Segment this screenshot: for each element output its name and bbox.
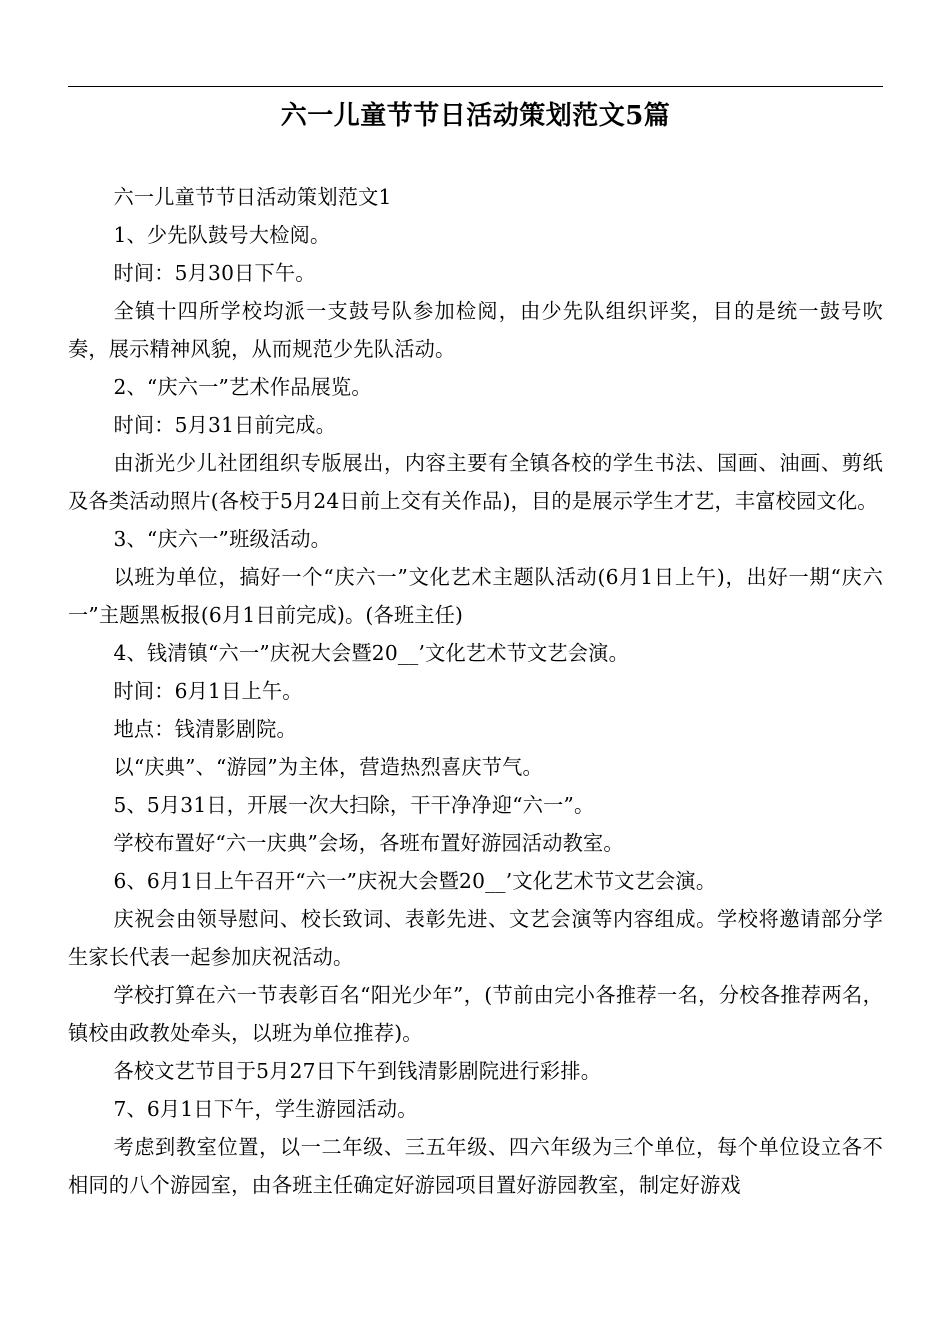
paragraph: 考虑到教室位置，以一二年级、三五年级、四六年级为三个单位，每个单位设立各不相同的八个游园室，由各班主任确定好游园项目置好游园教室，制定好游戏 bbox=[68, 1135, 883, 1197]
paragraph: 地点：钱清影剧院。 bbox=[113, 717, 297, 741]
paragraph: 3、“庆六一”班级活动。 bbox=[113, 527, 332, 551]
paragraph: 7、6月1日下午，学生游园活动。 bbox=[113, 1097, 418, 1121]
paragraph: 以“庆典”、“游园”为主体，营造热烈喜庆节气。 bbox=[113, 755, 543, 779]
paragraph: 6、6月1日上午召开“六一”庆祝大会暨20__’文化艺术节文艺会演。 bbox=[113, 869, 717, 893]
header-rule bbox=[68, 86, 883, 87]
paragraph: 时间：6月1日上午。 bbox=[113, 679, 303, 703]
paragraph: 由浙光少儿社团组织专版展出，内容主要有全镇各校的学生书法、国画、油画、剪纸及各类活动照片(各校于5月24日前上交有关作品)，目的是展示学生才艺，丰富校园文化。 bbox=[68, 451, 883, 513]
paragraph: 以班为单位，搞好一个“庆六一”文化艺术主题队活动(6月1日上午)，出好一期“庆六一”主题黑板报(6月1日前完成)。(各班主任) bbox=[68, 565, 883, 627]
paragraph: 时间：5月30日下午。 bbox=[113, 261, 316, 285]
paragraph: 4、钱清镇“六一”庆祝大会暨20__’文化艺术节文艺会演。 bbox=[113, 641, 629, 665]
paragraph: 各校文艺节目于5月27日下午到钱清影剧院进行彩排。 bbox=[113, 1059, 602, 1083]
paragraph: 学校布置好“六一庆典”会场，各班布置好游园活动教室。 bbox=[113, 831, 624, 855]
paragraph: 2、“庆六一”艺术作品展览。 bbox=[113, 375, 372, 399]
paragraph: 时间：5月31日前完成。 bbox=[113, 413, 337, 437]
document-body bbox=[68, 178, 883, 1204]
paragraph: 学校打算在六一节表彰百名“阳光少年”，(节前由完小各推荐一名，分校各推荐两名，镇校由政教处牵头，以班为单位推荐)。 bbox=[68, 983, 883, 1045]
paragraph: 全镇十四所学校均派一支鼓号队参加检阅，由少先队组织评奖，目的是统一鼓号吹奏，展示精神风貌，从而规范少先队活动。 bbox=[68, 299, 883, 361]
paragraph: 庆祝会由领导慰问、校长致词、表彰先进、文艺会演等内容组成。学校将邀请部分学生家长代表一起参加庆祝活动。 bbox=[68, 907, 883, 969]
document-title: 六一儿童节节日活动策划范文5篇 bbox=[280, 101, 671, 131]
paragraph: 5、5月31日，开展一次大扫除，干干净净迎“六一”。 bbox=[113, 793, 595, 817]
section-heading: 六一儿童节节日活动策划范文1 bbox=[113, 185, 392, 209]
paragraph: 1、少先队鼓号大检阅。 bbox=[113, 223, 331, 247]
